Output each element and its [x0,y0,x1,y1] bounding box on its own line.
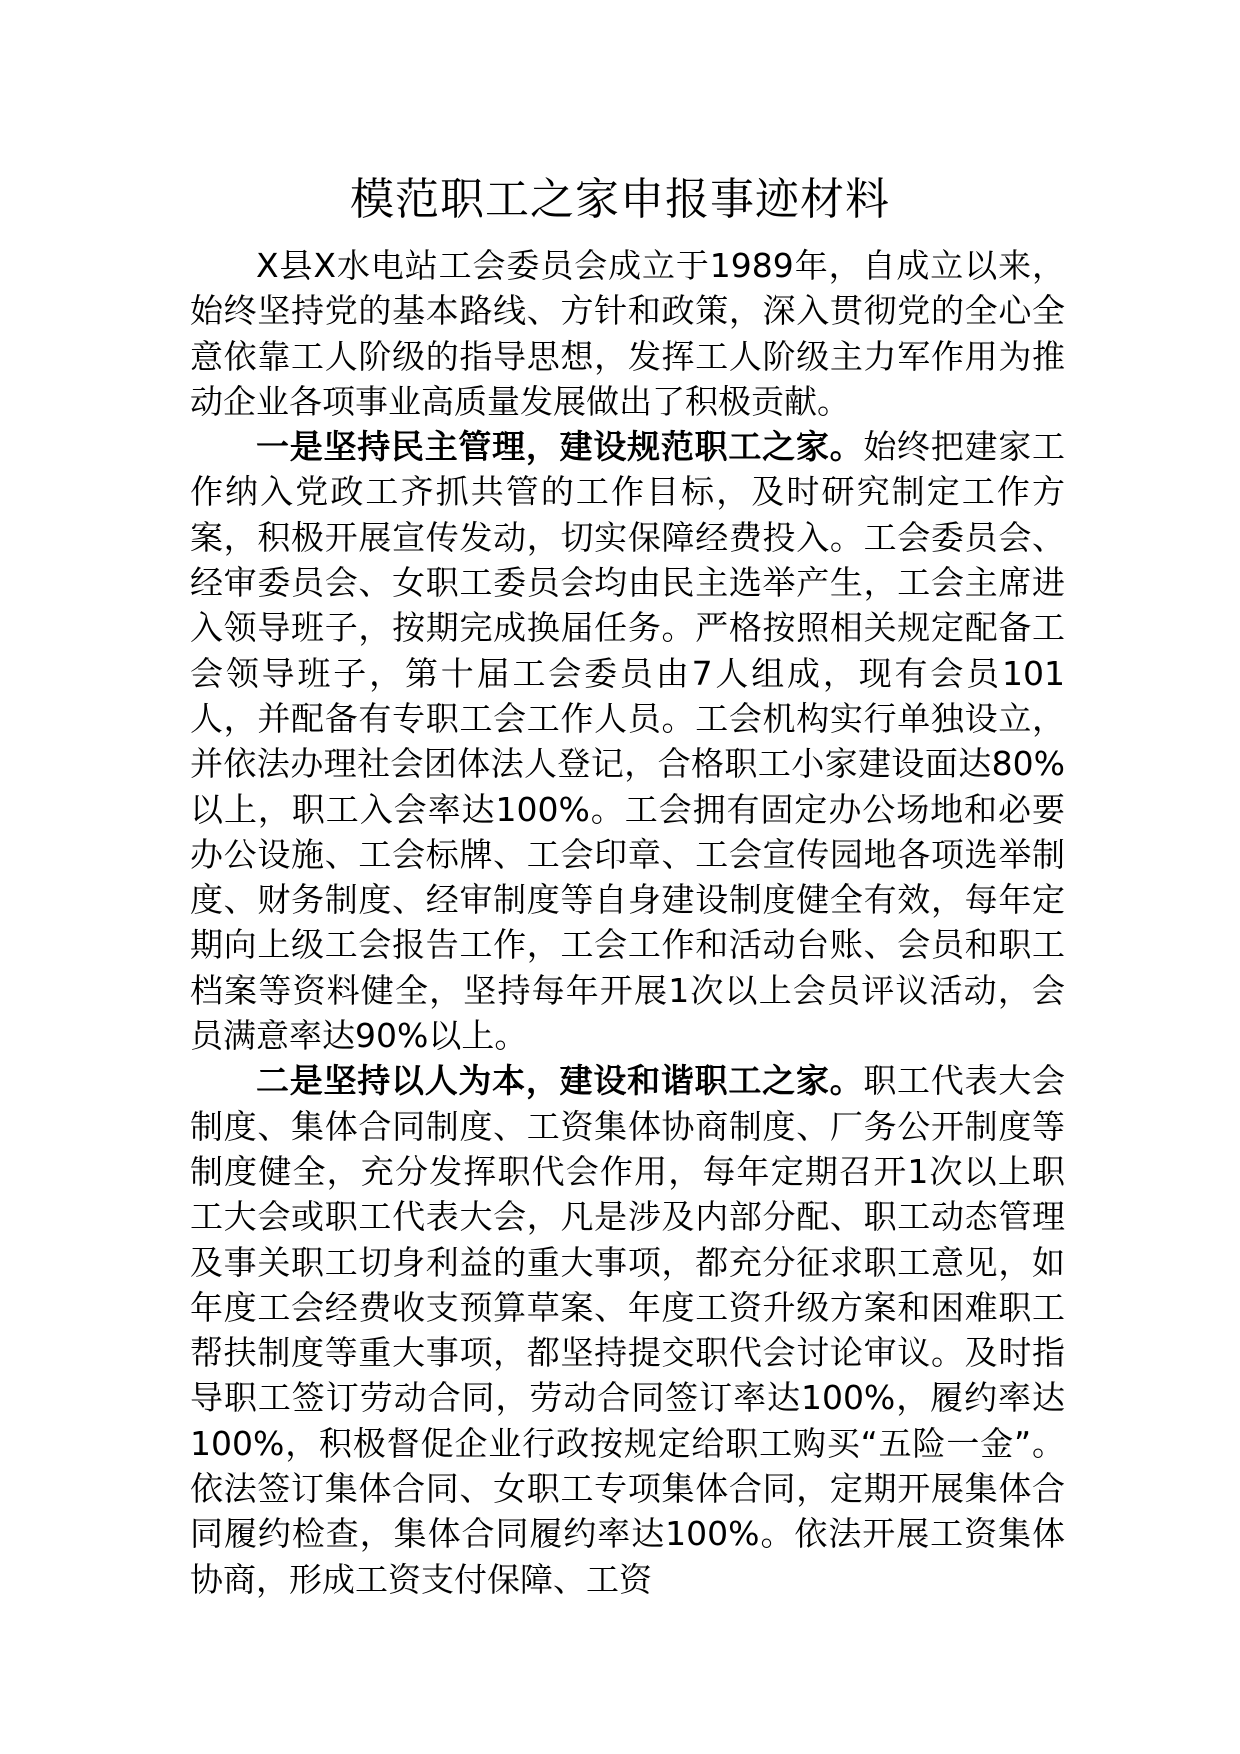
document-body [190,243,1065,1602]
intro-paragraph: X县X水电站工会委员会成立于1989年，自成立以来，始终坚持党的基本路线、方针和政策，深入贯彻党的全心全意依靠工人阶级的指导思想，发挥工人阶级主力军作用为推动企业各项事业高质量发展做出了积极贡献。 [190,246,1065,421]
section-one-paragraph [190,424,1065,1058]
section-one-lead: 一是坚持民主管理，建设规范职工之家。 [256,427,864,467]
document-title: 模范职工之家申报事迹材料 [350,174,890,225]
section-two-paragraph [190,1058,1065,1602]
section-one-text: 始终把建家工作纳入党政工齐抓共管的工作目标，及时研究制定工作方案，积极开展宣传发动，切实保障经费投入。工会委员会、经审委员会、女职工委员会均由民主选举产生，工会主席进入领导班子，按期完成换届任务。严格按照相关规定配备工会领导班子，第十届工会委员由7人组成，现有会员101人，并配备有专职工会工作人员。工会机构实行单独设立，并依法办理社会团体法人登记，合格职工小家建设面达80%以上，职工入会率达100%。工会拥有固定办公场地和必要办公设施、工会标牌、工会印章、工会宣传园地各项选举制度、财务制度、经审制度等自身建设制度健全有效，每年定期向上级工会报告工作，工会工作和活动台账、会员和职工档案等资料健全，坚持每年开展1次以上会员评议活动，会员满意率达90%以上。 [190,427,1066,1056]
section-two-lead: 二是坚持以人为本，建设和谐职工之家。 [256,1061,864,1101]
section-two-text: 职工代表大会制度、集体合同制度、工资集体协商制度、厂务公开制度等制度健全，充分发挥职代会作用，每年定期召开1次以上职工大会或职工代表大会，凡是涉及内部分配、职工动态管理及事关职工切身利益的重大事项，都充分征求职工意见，如年度工会经费收支预算草案、年度工资升级方案和困难职工帮扶制度等重大事项，都坚持提交职代会讨论审议。及时指导职工签订劳动合同，劳动合同签订率达100%，履约率达100%，积极督促企业行政按规定给职工购买“五险一金”。依法签订集体合同、女职工专项集体合同，定期开展集体合同履约检查，集体合同履约率达100%。依法开展工资集体协商，形成工资支付保障、工资 [190,1061,1066,1599]
